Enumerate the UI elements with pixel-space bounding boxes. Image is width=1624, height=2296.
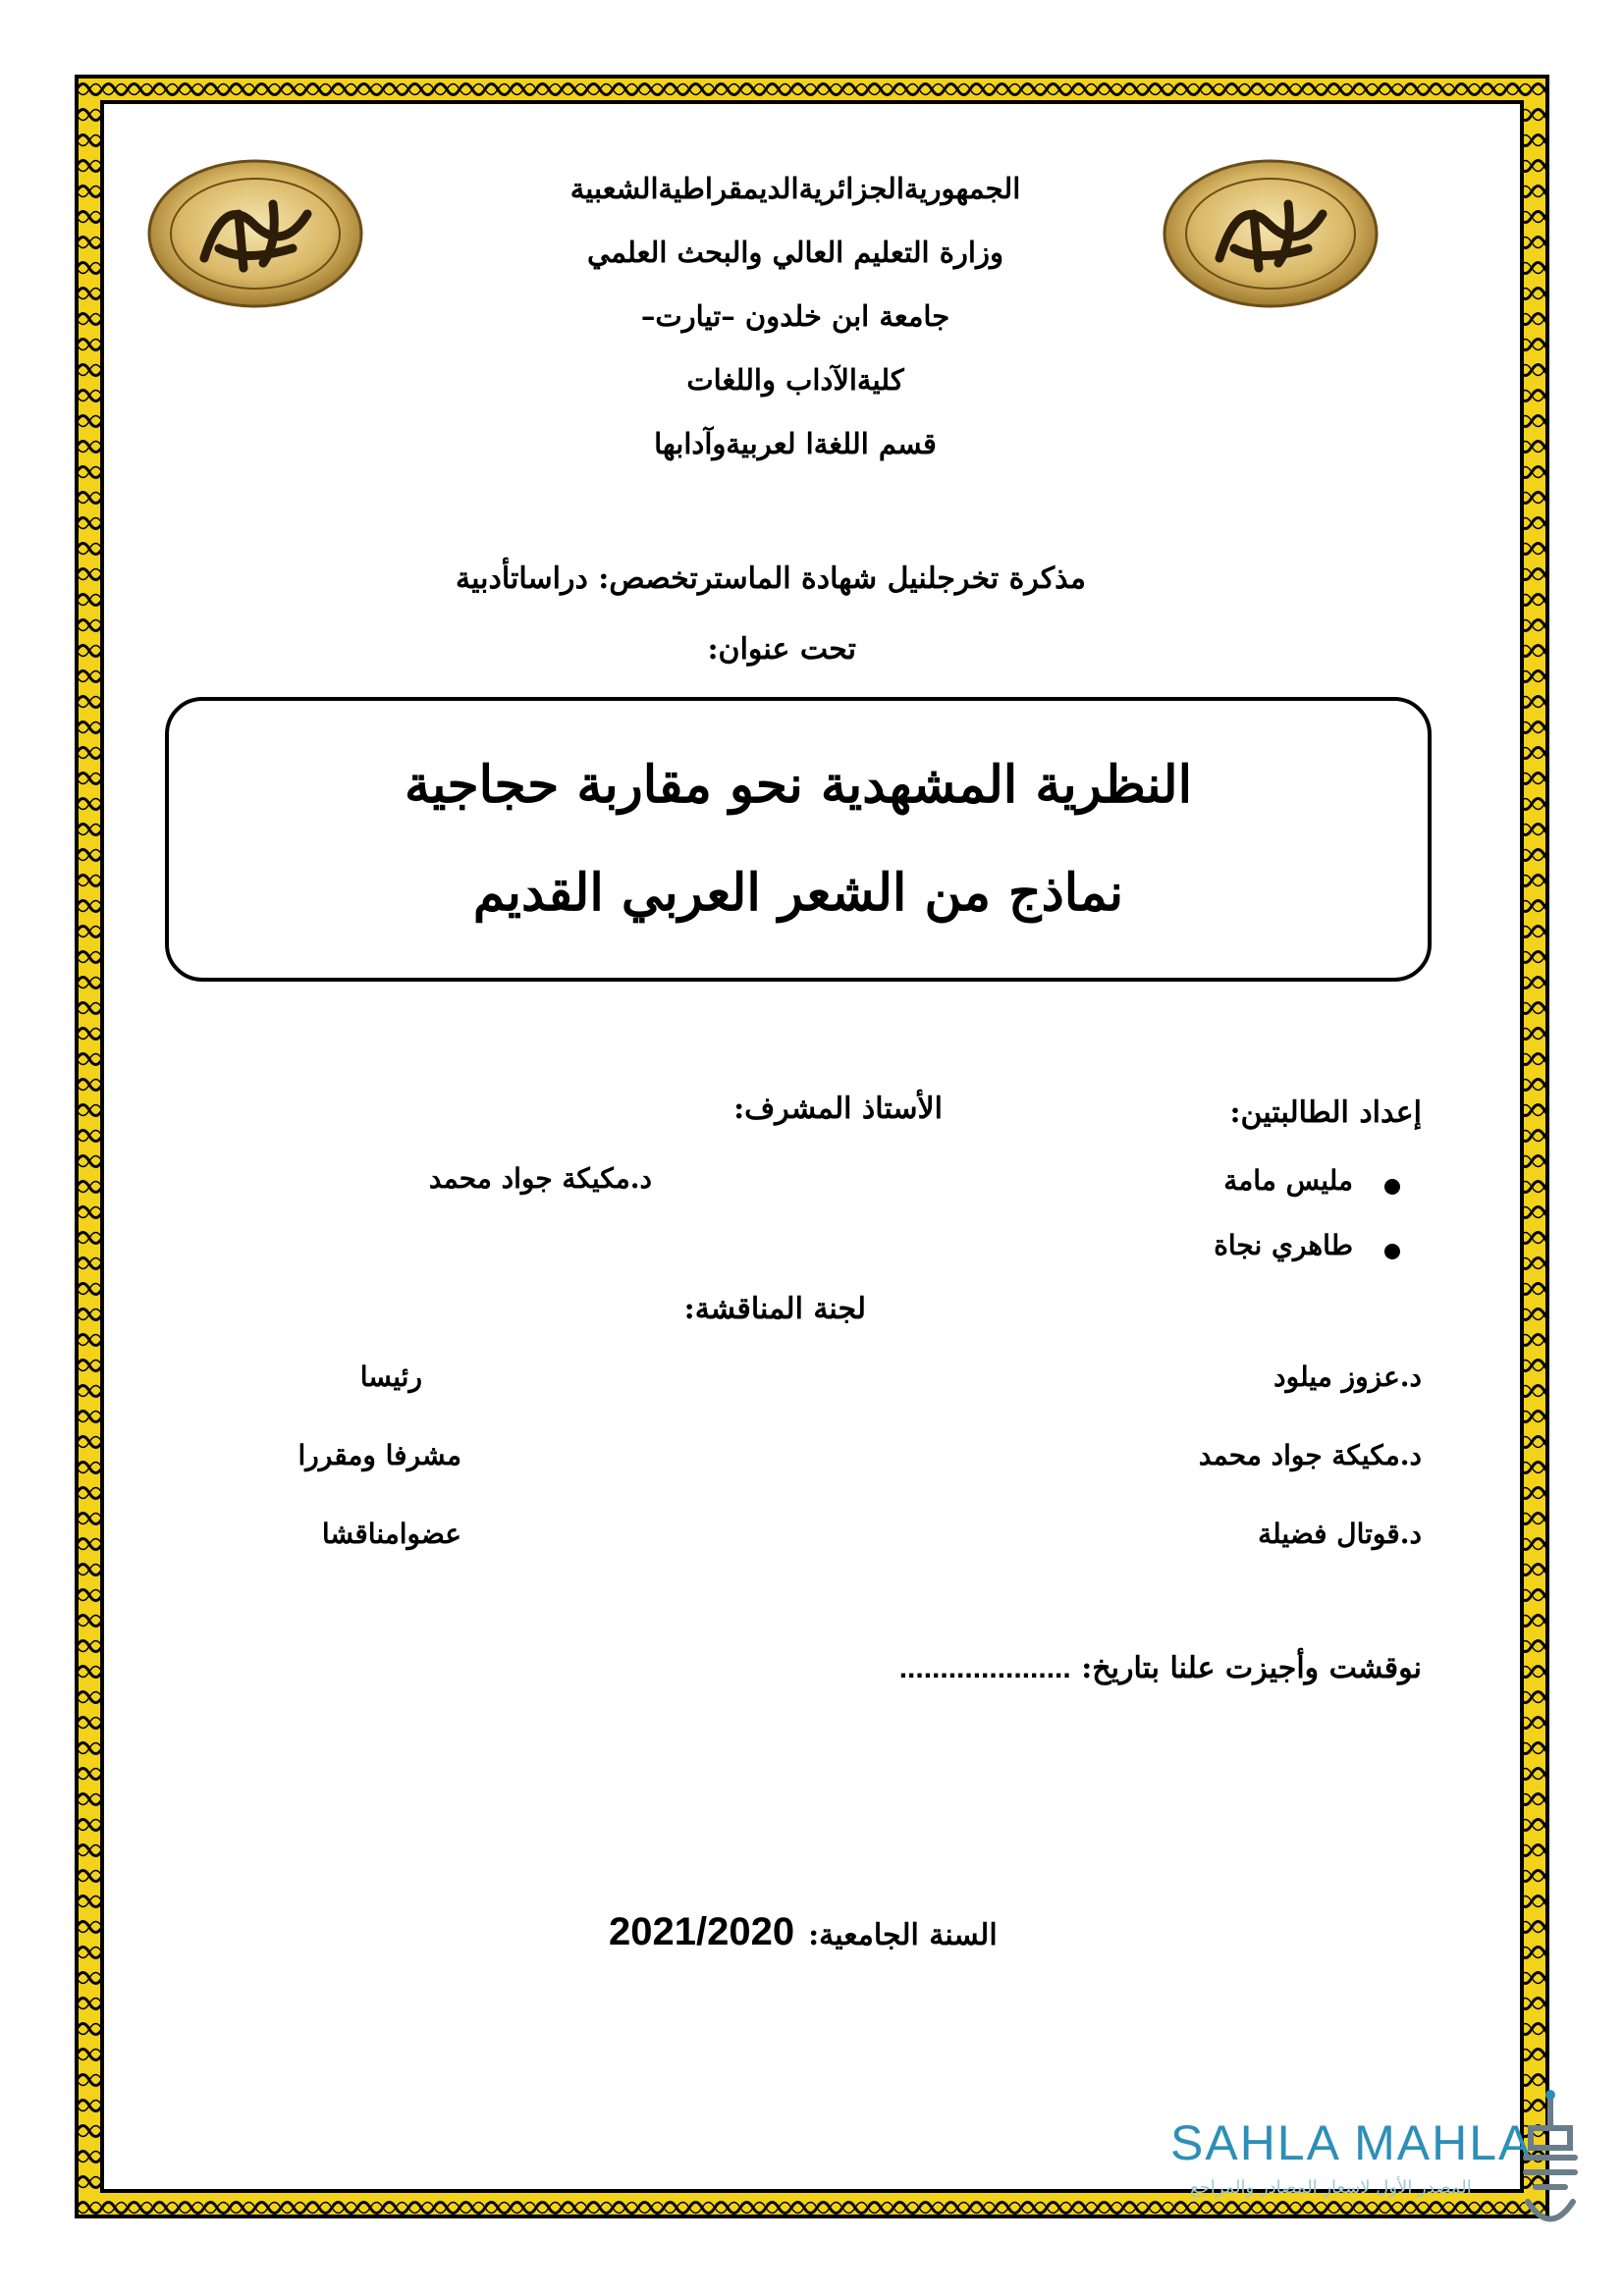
header-country: الجمهوريةالجزائريةالديمقراطيةالشعبية <box>569 172 1021 205</box>
institution-header <box>412 157 1178 476</box>
memo-description: مذكرة تخرجلنيل شهادة الماسترتخصص: دراساتأدبية <box>456 561 1086 596</box>
defense-date-blank: ..................... <box>898 1652 1071 1684</box>
academic-year <box>609 1910 998 1954</box>
defense-date-line <box>899 1651 1422 1685</box>
supervisor-label: الأستاذ المشرف: <box>733 1092 943 1126</box>
committee-member-role: رئيسا <box>359 1361 422 1393</box>
academic-year-label: السنة الجامعية: <box>808 1918 998 1952</box>
header-faculty: كليةالآداب واللغات <box>686 363 904 397</box>
sahla-mahla-watermark <box>1170 2101 1573 2258</box>
watermark-text: SAHLA MAHLA <box>1170 2115 1534 2170</box>
committee-member-name: د.قوتال فضيلة <box>1258 1518 1422 1550</box>
student-name: مليس مامة <box>1223 1164 1353 1197</box>
defense-date-label: نوقشت وأجيزت علنا بتاريخ: <box>1081 1651 1422 1685</box>
bullet-icon <box>1384 1244 1400 1259</box>
committee-label: لجنة المناقشة: <box>683 1292 866 1326</box>
academic-year-value: 2021/2020 <box>609 1910 795 1953</box>
bullet-icon <box>1384 1179 1400 1195</box>
university-seal-right <box>1161 155 1381 312</box>
thesis-title-line2: نماذج من الشعر العربي القديم <box>472 863 1124 923</box>
under-title-label: تحت عنوان: <box>707 632 856 667</box>
thesis-title-box <box>165 697 1432 982</box>
header-department: قسم اللغةا لعربيةوآدابها <box>654 427 937 460</box>
header-university: جامعة ابن خلدون –تيارت– <box>640 299 950 333</box>
student-name: طاهري نجاة <box>1214 1229 1353 1261</box>
university-seal-left <box>145 155 366 312</box>
supervisor-name: د.مكيكة جواد محمد <box>428 1162 652 1195</box>
watermark-subtitle: المصدر الأول لاسعار المصادر والمراجع <box>1190 2177 1472 2198</box>
thesis-title-line1: النظرية المشهدية نحو مقاربة حجاجية <box>404 755 1193 815</box>
committee-member-role: عضوامناقشا <box>321 1518 461 1550</box>
sahla-mahla-logo-icon <box>1516 2089 1585 2246</box>
students-label: إعداد الطالبتين: <box>1229 1095 1422 1130</box>
header-ministry: وزارة التعليم العالي والبحث العلمي <box>587 236 1003 269</box>
committee-member-name: د.مكيكة جواد محمد <box>1198 1439 1422 1471</box>
committee-member-name: د.عزوز ميلود <box>1273 1361 1422 1393</box>
committee-member-role: مشرفا ومقررا <box>298 1439 461 1471</box>
